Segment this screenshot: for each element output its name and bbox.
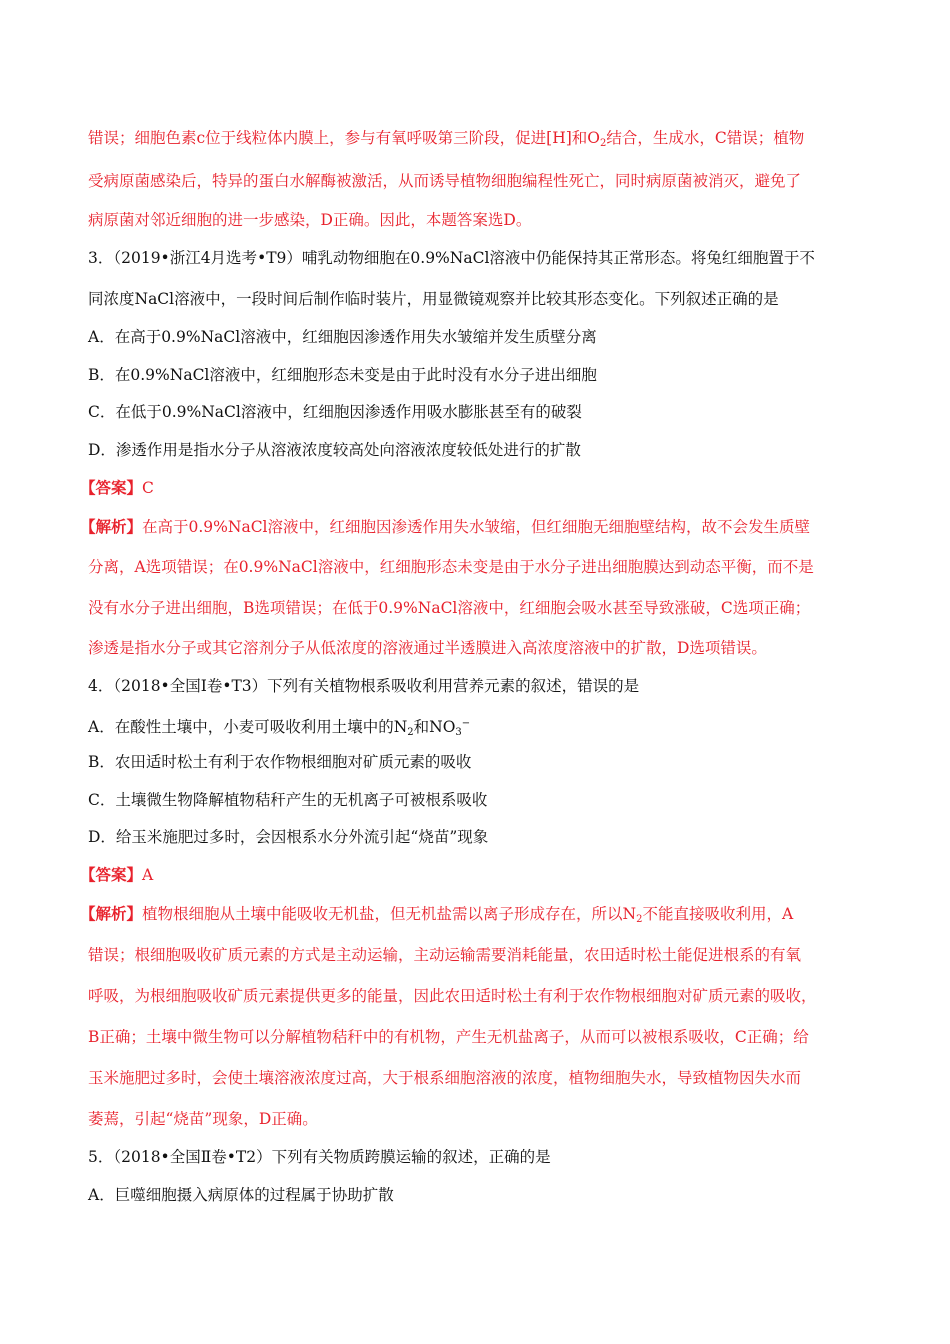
q4-analysis-line-1: 【解析】植物根细胞从土壤中能吸收无机盐，但无机盐需以离子形成存在，所以$N_2$不能直接吸收利用，A (80, 904, 794, 925)
q3-analysis-line-4: 渗透是指水分子或其它溶剂分子从低浓度的溶液通过半透膜进入高浓度溶液中的扩散，D选项错误。 (88, 639, 767, 657)
q4-option-a: A．在酸性土壤中，小麦可吸收利用土壤中的$N_2$和$NO_3^-$ (88, 718, 471, 738)
q3-analysis-line-3: 没有水分子进出细胞，B选项错误；在低于0.9%NaCl溶液中，红细胞会吸水甚至导致涨破，C选项正确； (88, 599, 811, 617)
q3-stem-line-1: 3．（2019•浙江4月选考•T9）哺乳动物细胞在0.9%NaCl溶液中仍能保持其正常形态。将兔红细胞置于不 (88, 249, 815, 267)
q2-analysis-line-1: 错误；细胞色素c位于线粒体内膜上，参与有氧呼吸第三阶段，促进[H]和$O_2$结合，生成水，C错误；植物 (88, 129, 805, 149)
q4-analysis-line-3: 呼吸，为根细胞吸收矿质元素提供更多的能量，因此农田适时松土有利于农作物根细胞对矿质元素的吸收， (88, 987, 817, 1005)
q4-analysis-line-5: 玉米施肥过多时，会使土壤溶液浓度过高，大于根系细胞溶液的浓度，植物细胞失水，导致植物因失水而 (88, 1069, 802, 1087)
analysis-tag: 【解析】 (80, 517, 143, 536)
q3-option-c: C．在低于0.9%NaCl溶液中，红细胞因渗透作用吸水膨胀甚至有的破裂 (88, 403, 582, 421)
analysis-tag: 【解析】 (80, 904, 143, 923)
q3-option-d: D．渗透作用是指水分子从溶液浓度较高处向溶液浓度较低处进行的扩散 (88, 441, 581, 459)
q3-answer: 【答案】C (80, 478, 154, 497)
answer-tag: 【答案】 (80, 478, 143, 497)
q4-stem: 4．（2018•全国Ⅰ卷•T3）下列有关植物根系吸收利用营养元素的叙述，错误的是 (88, 677, 640, 695)
q4-analysis-line-2: 错误；根细胞吸收矿质元素的方式是主动运输，主动运输需要消耗能量，农田适时松土能促进根系的有氧 (88, 946, 802, 964)
q3-stem-line-2: 同浓度NaCl溶液中，一段时间后制作临时装片，用显微镜观察并比较其形态变化。下列叙述正确的是 (88, 290, 779, 308)
q3-option-b: B．在0.9%NaCl溶液中，红细胞形态未变是由于此时没有水分子进出细胞 (88, 366, 597, 384)
q3-option-a: A．在高于0.9%NaCl溶液中，红细胞因渗透作用失水皱缩并发生质壁分离 (88, 328, 597, 346)
q4-option-c: C．土壤微生物降解植物秸秆产生的无机离子可被根系吸收 (88, 791, 488, 809)
q4-answer: 【答案】A (80, 865, 154, 884)
q4-option-b: B．农田适时松土有利于农作物根细胞对矿质元素的吸收 (88, 753, 472, 771)
q4-analysis-line-6: 萎蔫，引起“烧苗”现象，D正确。 (88, 1110, 318, 1128)
answer-tag: 【答案】 (80, 865, 143, 884)
q4-analysis-line-4: B正确；土壤中微生物可以分解植物秸秆中的有机物，产生无机盐离子，从而可以被根系吸收，C正确；给 (88, 1028, 809, 1046)
q2-analysis-line-3: 病原菌对邻近细胞的进一步感染，D正确。因此，本题答案选D。 (88, 211, 532, 229)
q3-analysis-line-2: 分离，A选项错误；在0.9%NaCl溶液中，红细胞形态未变是由于水分子进出细胞膜达到动态平衡，而不是 (88, 558, 814, 576)
q2-analysis-line-2: 受病原菌感染后，特异的蛋白水解酶被激活，从而诱导植物细胞编程性死亡，同时病原菌被消灭，避免了 (88, 172, 802, 190)
q3-analysis-line-1: 【解析】在高于0.9%NaCl溶液中，红细胞因渗透作用失水皱缩，但红细胞无细胞壁结构，故不会发生质壁 (80, 517, 811, 536)
q5-option-a: A．巨噬细胞摄入病原体的过程属于协助扩散 (88, 1186, 394, 1204)
q4-option-d: D．给玉米施肥过多时，会因根系水分外流引起“烧苗”现象 (88, 828, 489, 846)
q5-stem: 5．（2018•全国Ⅱ卷•T2）下列有关物质跨膜运输的叙述，正确的是 (88, 1148, 551, 1166)
